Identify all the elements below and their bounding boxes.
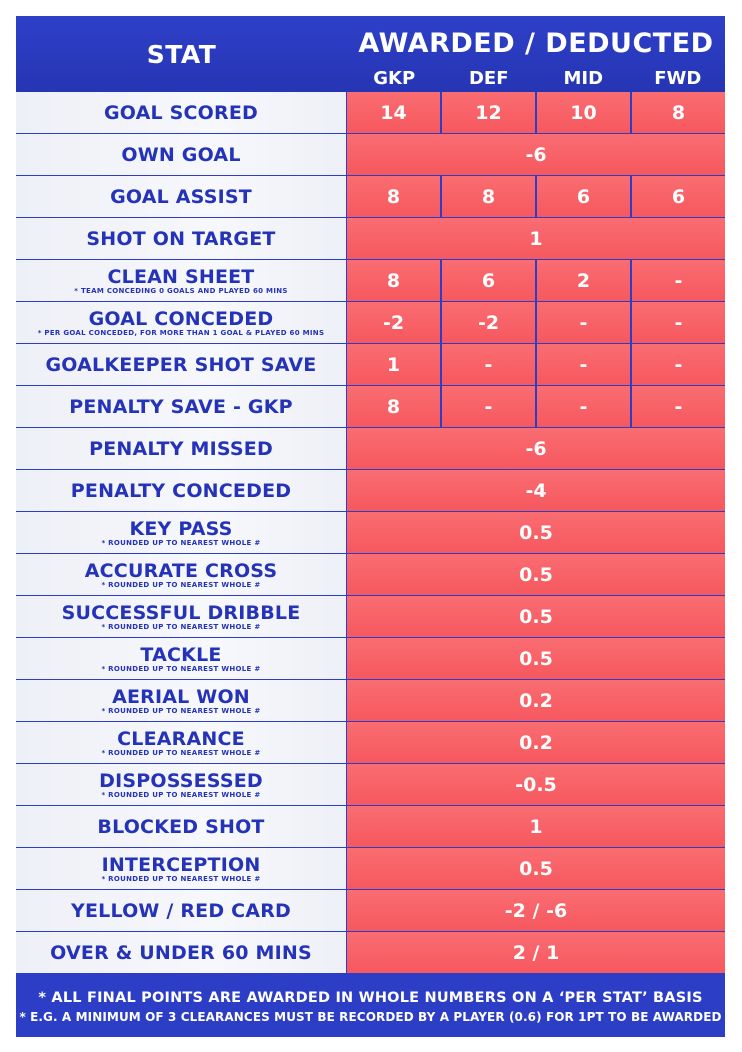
points-cell-def: - [442, 386, 536, 427]
table-row [16, 512, 725, 554]
points-cell-mid: 6 [537, 176, 631, 217]
points-cell-fwd: - [632, 260, 725, 301]
points-cell-mid: - [537, 302, 631, 343]
stat-cell [16, 302, 347, 343]
points-cell-all-positions: 0.5 [347, 848, 725, 889]
position-header-mid: MID [563, 67, 604, 89]
points-cell-fwd: 6 [632, 176, 725, 217]
stat-name: OWN GOAL [121, 143, 241, 166]
stat-cell [16, 260, 347, 301]
table-row [16, 638, 725, 680]
stat-name: CLEARANCE [117, 727, 245, 750]
stat-name: SHOT ON TARGET [86, 227, 276, 250]
stat-cell [16, 134, 347, 175]
stat-name: GOAL CONCEDED [88, 307, 274, 330]
stat-note: * PER GOAL CONCEDED, FOR MORE THAN 1 GOAL & PLAYED 60 MINS [37, 328, 325, 337]
stat-note: * ROUNDED UP TO NEAREST WHOLE # [101, 664, 261, 673]
stat-name: GOALKEEPER SHOT SAVE [45, 353, 317, 376]
points-cell-def: 12 [442, 92, 536, 133]
stat-name: AERIAL WON [112, 685, 250, 708]
stat-note: * ROUNDED UP TO NEAREST WHOLE # [101, 790, 261, 799]
stat-cell [16, 932, 347, 973]
points-cell-all-positions: 0.5 [347, 512, 725, 553]
points-cell-all-positions: -4 [347, 470, 725, 511]
stat-cell [16, 344, 347, 385]
table-row [16, 680, 725, 722]
stat-cell [16, 470, 347, 511]
stat-cell [16, 386, 347, 427]
points-cell-def: 6 [442, 260, 536, 301]
footer-note-2: * E.G. A MINIMUM OF 3 CLEARANCES MUST BE RECORDED BY A PLAYER (0.6) FOR 1PT TO BE AWARDED [19, 1009, 722, 1024]
position-header-gkp: GKP [373, 67, 416, 89]
stat-note: * ROUNDED UP TO NEAREST WHOLE # [101, 706, 261, 715]
table-row [16, 470, 725, 512]
points-cell-gkp: 1 [347, 344, 441, 385]
table-row [16, 386, 725, 428]
stat-note: * ROUNDED UP TO NEAREST WHOLE # [101, 580, 261, 589]
table-row [16, 302, 725, 344]
table-row [16, 932, 725, 974]
points-cell-all-positions: 0.5 [347, 596, 725, 637]
points-cell-mid: - [537, 344, 631, 385]
table-row [16, 596, 725, 638]
table-row [16, 344, 725, 386]
stat-note: * ROUNDED UP TO NEAREST WHOLE # [101, 622, 261, 631]
scoring-table [16, 16, 725, 1037]
points-cell-gkp: -2 [347, 302, 441, 343]
stat-note: * ROUNDED UP TO NEAREST WHOLE # [101, 748, 261, 757]
footer-notes [16, 976, 725, 1037]
points-cell-gkp: 8 [347, 386, 441, 427]
points-cell-all-positions: -0.5 [347, 764, 725, 805]
stat-cell [16, 218, 347, 259]
footer-note-1: * ALL FINAL POINTS ARE AWARDED IN WHOLE NUMBERS ON A ‘PER STAT’ BASIS [38, 989, 703, 1006]
points-cell-def: 8 [442, 176, 536, 217]
table-header [16, 16, 725, 92]
table-row [16, 92, 725, 134]
table-row [16, 806, 725, 848]
table-row [16, 134, 725, 176]
points-cell-all-positions: -2 / -6 [347, 890, 725, 931]
stat-name: PENALTY SAVE - GKP [69, 395, 293, 418]
stat-name: KEY PASS [129, 517, 233, 540]
points-cell-all-positions: -6 [347, 134, 725, 175]
stat-cell [16, 806, 347, 847]
points-cell-mid: 10 [537, 92, 631, 133]
stat-name: GOAL SCORED [103, 101, 259, 124]
stat-cell [16, 722, 347, 763]
points-cell-def: -2 [442, 302, 536, 343]
points-cell-all-positions: 0.2 [347, 722, 725, 763]
table-body [16, 92, 725, 974]
points-cell-all-positions: 1 [347, 218, 725, 259]
stat-name: OVER & UNDER 60 MINS [50, 941, 312, 964]
points-cell-fwd: 8 [632, 92, 725, 133]
table-row [16, 764, 725, 806]
stat-cell [16, 596, 347, 637]
stat-name: DISPOSSESSED [99, 769, 263, 792]
table-row [16, 428, 725, 470]
stat-cell [16, 848, 347, 889]
stat-name: INTERCEPTION [101, 853, 261, 876]
table-row [16, 176, 725, 218]
points-cell-all-positions: 2 / 1 [347, 932, 725, 973]
stat-cell [16, 554, 347, 595]
stat-cell [16, 512, 347, 553]
stat-name: PENALTY MISSED [89, 437, 273, 460]
points-cell-gkp: 14 [347, 92, 441, 133]
table-row [16, 848, 725, 890]
stat-name: YELLOW / RED CARD [71, 899, 291, 922]
stat-note: * ROUNDED UP TO NEAREST WHOLE # [101, 538, 261, 547]
stat-cell [16, 176, 347, 217]
position-header-def: DEF [468, 67, 509, 89]
stat-cell [16, 428, 347, 469]
points-cell-all-positions: 1 [347, 806, 725, 847]
points-cell-all-positions: -6 [347, 428, 725, 469]
stat-cell [16, 638, 347, 679]
table-row [16, 218, 725, 260]
stat-column-title: STAT [146, 39, 217, 69]
points-cell-mid: 2 [537, 260, 631, 301]
stat-cell [16, 92, 347, 133]
position-header-fwd: FWD [654, 67, 702, 89]
stat-cell [16, 680, 347, 721]
points-cell-fwd: - [632, 386, 725, 427]
points-cell-mid: - [537, 386, 631, 427]
points-cell-all-positions: 0.2 [347, 680, 725, 721]
stat-name: GOAL ASSIST [110, 185, 252, 208]
stat-name: SUCCESSFUL DRIBBLE [61, 601, 301, 624]
points-cell-gkp: 8 [347, 176, 441, 217]
points-cell-all-positions: 0.5 [347, 638, 725, 679]
stat-cell [16, 764, 347, 805]
stat-note: * TEAM CONCEDING 0 GOALS AND PLAYED 60 MINS [74, 286, 288, 295]
points-cell-all-positions: 0.5 [347, 554, 725, 595]
points-cell-fwd: - [632, 344, 725, 385]
stat-cell [16, 890, 347, 931]
stat-name: ACCURATE CROSS [84, 559, 278, 582]
points-cell-def: - [442, 344, 536, 385]
stat-name: CLEAN SHEET [107, 265, 255, 288]
table-row [16, 722, 725, 764]
stat-name: PENALTY CONCEDED [70, 479, 292, 502]
points-cell-fwd: - [632, 302, 725, 343]
awarded-deducted-title: AWARDED / DEDUCTED [358, 27, 714, 59]
stat-note: * ROUNDED UP TO NEAREST WHOLE # [101, 874, 261, 883]
table-row [16, 260, 725, 302]
table-row [16, 890, 725, 932]
stat-name: TACKLE [140, 643, 222, 666]
table-row [16, 554, 725, 596]
stat-name: BLOCKED SHOT [97, 815, 265, 838]
points-cell-gkp: 8 [347, 260, 441, 301]
